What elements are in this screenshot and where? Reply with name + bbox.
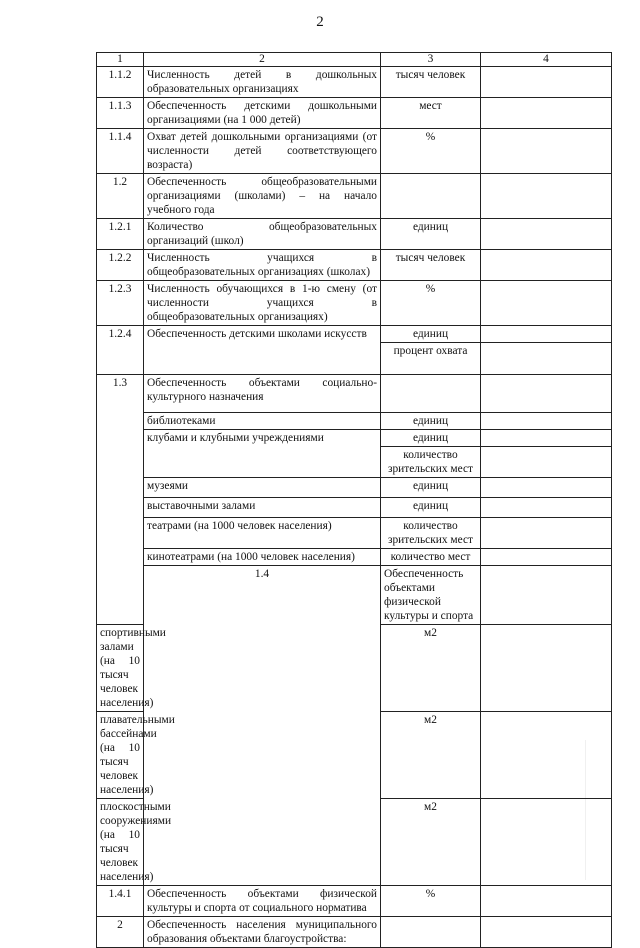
unit-cell: единиц <box>381 413 481 430</box>
table-row <box>97 549 612 566</box>
unit-cell: м2 <box>381 712 481 799</box>
table-row <box>97 917 612 948</box>
value-cell <box>481 250 612 281</box>
indicator-text: Обеспеченность объектами физической культуры и спорта от социального норматива <box>144 886 381 917</box>
table-row <box>97 98 612 129</box>
table-row <box>97 375 612 413</box>
indicator-text: Численность обучающихся в 1-ю смену (от численности учащихся в общеобразовательных организациях) <box>144 281 381 326</box>
value-cell <box>481 799 612 886</box>
unit-cell <box>481 566 612 625</box>
unit-cell: процент охвата <box>381 343 481 375</box>
unit-cell: количество зрительских мест <box>381 447 481 478</box>
table-row <box>97 326 612 343</box>
unit-cell: % <box>381 886 481 917</box>
value-cell <box>481 549 612 566</box>
unit-cell: единиц <box>381 498 481 518</box>
unit-cell: % <box>381 129 481 174</box>
table-row <box>97 129 612 174</box>
value-cell <box>481 518 612 549</box>
unit-cell: тысяч человек <box>381 67 481 98</box>
table-row <box>97 518 612 549</box>
table-row <box>97 478 612 498</box>
row-number: 1.4 <box>144 566 381 886</box>
unit-cell: количество зрительских мест <box>381 518 481 549</box>
indicator-subtext: плавательными бассейнами (на 10 тысяч человек населения) <box>97 712 144 799</box>
row-number: 2 <box>97 917 144 948</box>
unit-cell: единиц <box>381 430 481 447</box>
row-number: 1.1.4 <box>97 129 144 174</box>
indicator-text: Обеспеченность общеобразовательными организациями (школами) – на начало учебного года <box>144 174 381 219</box>
value-cell <box>481 478 612 498</box>
value-cell <box>481 281 612 326</box>
value-cell <box>481 174 612 219</box>
indicator-subtext: выставочными залами <box>144 498 381 518</box>
unit-cell: м2 <box>381 799 481 886</box>
unit-cell: единиц <box>381 326 481 343</box>
table-row <box>97 174 612 219</box>
header-cell: 2 <box>144 53 381 67</box>
row-number: 1.2 <box>97 174 144 219</box>
table-row <box>97 413 612 430</box>
indicator-text: Обеспеченность объектами физической культуры и спорта <box>381 566 481 625</box>
unit-cell: единиц <box>381 219 481 250</box>
row-number: 1.1.2 <box>97 67 144 98</box>
unit-cell <box>381 174 481 219</box>
value-cell <box>481 917 612 948</box>
unit-cell: единиц <box>381 478 481 498</box>
unit-cell <box>381 917 481 948</box>
value-cell <box>481 98 612 129</box>
value-cell <box>481 498 612 518</box>
table-row <box>97 250 612 281</box>
row-number: 1.2.1 <box>97 219 144 250</box>
value-cell <box>481 129 612 174</box>
unit-cell: мест <box>381 98 481 129</box>
header-cell: 3 <box>381 53 481 67</box>
indicator-subtext: спортивными залами (на 10 тысяч человек населения) <box>97 625 144 712</box>
table-row <box>97 67 612 98</box>
value-cell <box>481 712 612 799</box>
indicator-text: Обеспеченность детскими дошкольными организациями (на 1 000 детей) <box>144 98 381 129</box>
row-number: 1.2.2 <box>97 250 144 281</box>
value-cell <box>481 343 612 375</box>
indicator-subtext: клубами и клубными учреждениями <box>144 430 381 478</box>
indicator-text: Обеспеченность детскими школами искусств <box>144 326 381 375</box>
table-row <box>97 886 612 917</box>
row-number: 1.4.1 <box>97 886 144 917</box>
unit-cell: % <box>381 281 481 326</box>
indicator-text: Обеспеченность объектами социально-культурного назначения <box>144 375 381 413</box>
value-cell <box>481 447 612 478</box>
header-cell: 4 <box>481 53 612 67</box>
row-number: 1.1.3 <box>97 98 144 129</box>
value-cell <box>481 413 612 430</box>
table-row <box>97 430 612 447</box>
indicator-text: Обеспеченность населения муниципального образования объектами благоустройства: <box>144 917 381 948</box>
indicator-subtext: театрами (на 1000 человек населения) <box>144 518 381 549</box>
value-cell <box>481 67 612 98</box>
indicator-subtext: музеями <box>144 478 381 498</box>
table-header-row <box>97 53 612 67</box>
value-cell <box>481 375 612 413</box>
value-cell <box>481 219 612 250</box>
unit-cell: тысяч человек <box>381 250 481 281</box>
unit-cell: количество мест <box>381 549 481 566</box>
value-cell <box>481 625 612 712</box>
indicator-text: Численность детей в дошкольных образовательных организациях <box>144 67 381 98</box>
header-cell: 1 <box>97 53 144 67</box>
indicator-subtext: плоскостными сооружениями (на 10 тысяч человек населения) <box>97 799 144 886</box>
indicator-subtext: кинотеатрами (на 1000 человек населения) <box>144 549 381 566</box>
indicator-subtext: библиотеками <box>144 413 381 430</box>
table-row <box>97 219 612 250</box>
row-number: 1.2.3 <box>97 281 144 326</box>
unit-cell: м2 <box>381 625 481 712</box>
indicator-text: Численность учащихся в общеобразовательных организациях (школах) <box>144 250 381 281</box>
unit-cell <box>381 375 481 413</box>
value-cell <box>481 430 612 447</box>
value-cell <box>481 886 612 917</box>
table-row <box>97 281 612 326</box>
value-cell <box>481 326 612 343</box>
page-number: 2 <box>316 14 324 30</box>
indicator-text: Количество общеобразовательных организаций (школ) <box>144 219 381 250</box>
table-row <box>97 566 612 625</box>
indicators-table <box>96 52 612 948</box>
indicator-text: Охват детей дошкольными организациями (от численности детей соответствующего возраста) <box>144 129 381 174</box>
table-row <box>97 498 612 518</box>
row-number: 1.3 <box>97 375 144 625</box>
row-number: 1.2.4 <box>97 326 144 375</box>
